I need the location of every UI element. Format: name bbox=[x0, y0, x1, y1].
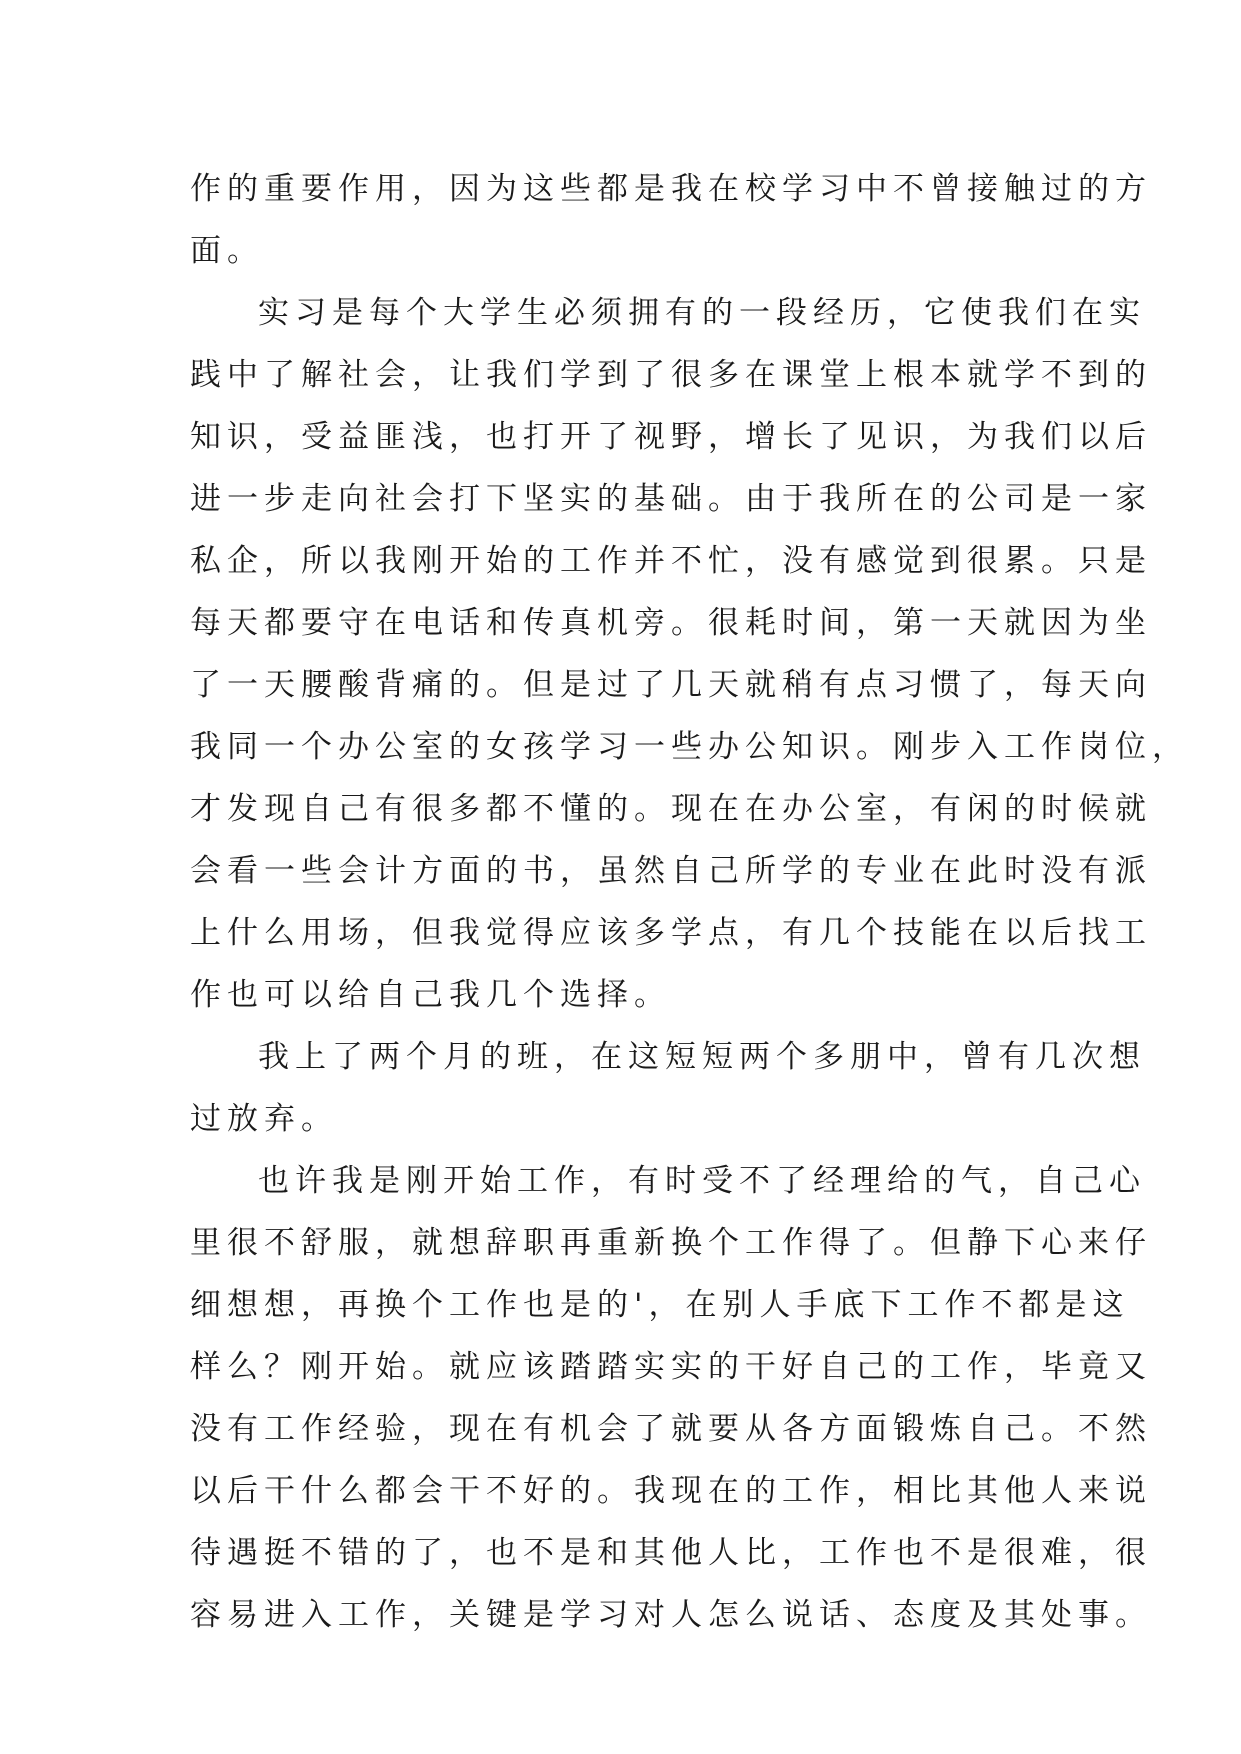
text-line: 我同一个办公室的女孩学习一些办公知识。刚步入工作岗位， bbox=[190, 729, 1189, 765]
text-line: 待遇挺不错的了，也不是和其他人比，工作也不是很难，很 bbox=[190, 1535, 1152, 1571]
paragraph bbox=[190, 1026, 1146, 1150]
text-line: 知识，受益匪浅，也打开了视野，增长了见识，为我们以后 bbox=[190, 419, 1152, 455]
paragraph bbox=[190, 1150, 1152, 1646]
paragraph bbox=[190, 282, 1189, 1026]
text-line: 没有工作经验，现在有机会了就要从各方面锻炼自己。不然 bbox=[190, 1411, 1152, 1447]
text-line: 会看一些会计方面的书，虽然自己所学的专业在此时没有派 bbox=[190, 853, 1152, 889]
text-line: 以后干什么都会干不好的。我现在的工作，相比其他人来说 bbox=[190, 1473, 1152, 1509]
text-line: 我上了两个月的班，在这短短两个多朋中，曾有几次想 bbox=[258, 1039, 1146, 1075]
text-line: 作的重要作用，因为这些都是我在校学习中不曾接触过的方 bbox=[190, 171, 1152, 207]
text-line: 实习是每个大学生必须拥有的一段经历，它使我们在实 bbox=[258, 295, 1146, 331]
text-line: 上什么用场，但我觉得应该多学点，有几个技能在以后找工 bbox=[190, 915, 1152, 951]
text-line: 里很不舒服，就想辞职再重新换个工作得了。但静下心来仔 bbox=[190, 1225, 1152, 1261]
text-line: 作也可以给自己我几个选择。 bbox=[190, 977, 671, 1013]
text-line: 也许我是刚开始工作，有时受不了经理给的气，自己心 bbox=[258, 1163, 1146, 1199]
text-line: 过放弃。 bbox=[190, 1101, 338, 1137]
text-line: 私企，所以我刚开始的工作并不忙，没有感觉到很累。只是 bbox=[190, 543, 1152, 579]
text-line: 进一步走向社会打下坚实的基础。由于我所在的公司是一家 bbox=[190, 481, 1152, 517]
document-body bbox=[190, 158, 1189, 1646]
text-line: 细想想，再换个工作也是的'，在别人手底下工作不都是这 bbox=[190, 1287, 1130, 1323]
text-line: 面。 bbox=[190, 233, 264, 269]
text-line: 每天都要守在电话和传真机旁。很耗时间，第一天就因为坐 bbox=[190, 605, 1152, 641]
text-line: 样么？刚开始。就应该踏踏实实的干好自己的工作，毕竟又 bbox=[190, 1349, 1152, 1385]
text-line: 践中了解社会，让我们学到了很多在课堂上根本就学不到的 bbox=[190, 357, 1152, 393]
text-line: 了一天腰酸背痛的。但是过了几天就稍有点习惯了，每天向 bbox=[190, 667, 1152, 703]
paragraph bbox=[190, 158, 1152, 282]
text-line: 容易进入工作，关键是学习对人怎么说话、态度及其处事。 bbox=[190, 1597, 1152, 1633]
text-line: 才发现自己有很多都不懂的。现在在办公室，有闲的时候就 bbox=[190, 791, 1152, 827]
